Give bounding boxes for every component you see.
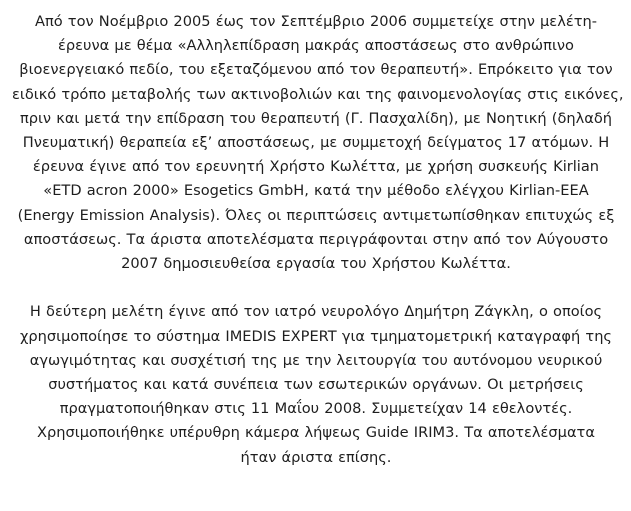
paragraph-spacer	[12, 276, 620, 300]
text-line: συστήματος και κατά συνέπεια των εσωτερικών οργάνων. Οι μετρήσεις	[48, 376, 584, 394]
text-line: πραγματοποιήθηκαν στις 11 Μαΐου 2008. Συμμετείχαν 14 εθελοντές.	[59, 400, 573, 418]
document-body	[12, 10, 624, 470]
text-line: (Energy Emission Analysis). Όλες οι περιπτώσεις αντιμετωπίσθηκαν επιτυχώς εξ	[17, 206, 615, 224]
text-line: Η δεύτερη μελέτη έγινε από τον ιατρό νευρολόγο Δημήτρη Ζάγκλη, ο οποίος	[29, 303, 603, 321]
text-line: ήταν άριστα επίσης.	[240, 448, 392, 466]
text-line: Από τον Νοέμβριο 2005 έως τον Σεπτέμβριο 2006 συμμετείχε στην μελέτη-	[34, 13, 598, 30]
text-line: 2007 δημοσιευθείσα εργασία του Χρήστου Κωλέττα.	[121, 254, 511, 272]
text-line: πριν και μετά την επίδραση του θεραπευτή (Γ. Πασχαλίδη), με Νοητική (δηλαδή	[19, 109, 613, 127]
text-line: Χρησιμοποιήθηκε υπέρυθρη κάμερα λήψεως Guide IRIM3. Τα αποτελέσματα	[37, 424, 595, 442]
text-line: βιοενεργειακό πεδίο, του εξεταζόμενου από τον θεραπευτή». Επρόκειτο για τον	[19, 61, 613, 79]
text-line: Πνευματική) θεραπεία εξ’ αποστάσεως, με συμμετοχή δείγματος 17 ατόμων. Η	[22, 133, 610, 151]
text-line: έρευνα με θέμα «Αλληλεπίδραση μακράς αποστάσεως στο ανθρώπινο	[58, 37, 574, 55]
text-line: αποστάσεως. Τα άριστα αποτελέσματα περιγράφονται στην από τον Αύγουστο	[23, 230, 609, 248]
text-line: αγωγιμότητας και συσχέτισή της με την λειτουργία του αυτόνομου νευρικού	[29, 351, 603, 369]
text-line: έρευνα έγινε από τον ερευνητή Χρήστο Κωλέττα, με χρήση συσκευής Kirlian	[32, 158, 600, 176]
text-line: «ETD acron 2000» Esogetics GmbH, κατά την μέθοδο ελέγχου Kirlian-EEA	[43, 182, 589, 200]
text-line: χρησιμοποίησε το σύστημα IMEDIS EXPERT για τμηματομετρική καταγραφή της	[19, 327, 613, 345]
paragraph-second-study	[12, 300, 620, 469]
paragraph-first-study	[12, 10, 624, 276]
text-line: ειδικό τρόπο μεταβολής των ακτινοβολιών και της φαινομενολογίας στις εικόνες,	[12, 85, 624, 103]
